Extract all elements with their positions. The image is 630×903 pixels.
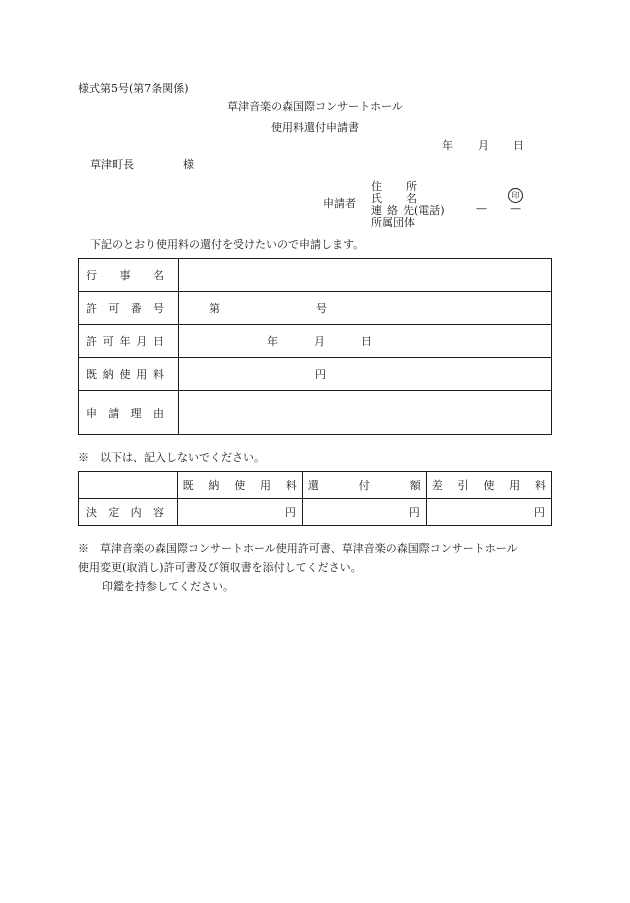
phone-dash-2: — (510, 202, 521, 215)
permit-date-label: 許 可 年 月 日 (79, 325, 179, 358)
note-attachments-line1: ※ 草津音楽の森国際コンサートホール使用許可書、草津音楽の森国際コンサートホール (78, 542, 518, 555)
permit-number-suffix: 号 (316, 302, 327, 315)
paid-fee-field[interactable] (179, 358, 552, 391)
addressee: 草津町長 (90, 158, 134, 171)
application-table (78, 258, 552, 435)
permit-number-field[interactable] (179, 292, 552, 325)
seal-mark: 印 (508, 188, 523, 203)
permit-date-day: 日 (361, 335, 372, 348)
permit-date-month: 月 (314, 335, 325, 348)
paid-fee-yen: 円 (315, 368, 326, 381)
reason-field[interactable] (179, 391, 552, 435)
note-do-not-fill: ※ 以下は、記入しないでください。 (78, 451, 265, 464)
table-row-event-name (79, 259, 552, 292)
office-use-table (78, 471, 552, 526)
event-name-field[interactable] (179, 259, 552, 292)
table-row-permit-date (79, 325, 552, 358)
decision-refund-amount-cell: 円 (302, 499, 426, 526)
table-row-reason (79, 391, 552, 435)
table-row-permit-number (79, 292, 552, 325)
contact-label: 連 絡 先(電話) (371, 204, 445, 217)
reason-label: 申 請 理 由 (79, 391, 179, 435)
header-paid-fee: 既 納 使 用 料 (177, 472, 302, 499)
permit-date-field[interactable] (179, 325, 552, 358)
header-refund-amount: 還 付 額 (302, 472, 426, 499)
addressee-honorific: 様 (183, 158, 194, 171)
title-venue: 草津音楽の森国際コンサートホール (227, 100, 403, 113)
table-row-paid-fee (79, 358, 552, 391)
date-year-label: 年 (442, 139, 453, 152)
permit-number-label: 許 可 番 号 (79, 292, 179, 325)
intro-text: 下記のとおり使用料の還付を受けたいので申請します。 (90, 238, 365, 251)
note-bring-seal: 印鑑を持参してください。 (102, 580, 234, 593)
date-month-label: 月 (478, 139, 489, 152)
decision-paid-fee-cell: 円 (177, 499, 302, 526)
decision-net-fee-cell: 円 (426, 499, 551, 526)
decision-label: 決 定 内 容 (79, 499, 178, 526)
phone-dash-1: — (476, 202, 487, 215)
permit-date-year: 年 (267, 335, 278, 348)
group-label: 所属団体 (371, 216, 415, 229)
office-table-decision-row (79, 499, 552, 526)
form-number: 様式第5号(第7条関係) (78, 82, 189, 95)
title-document: 使用料還付申請書 (271, 121, 359, 134)
address-label: 住 所 (371, 180, 417, 193)
applicant-label: 申請者 (323, 197, 356, 210)
office-table-header-row (79, 472, 552, 499)
note-attachments-line2: 使用変更(取消し)許可書及び領収書を添付してください。 (78, 561, 362, 574)
permit-number-prefix: 第 (209, 302, 220, 315)
office-header-empty (79, 472, 178, 499)
header-net-fee: 差 引 使 用 料 (426, 472, 551, 499)
paid-fee-label: 既 納 使 用 料 (79, 358, 179, 391)
event-name-label: 行 事 名 (79, 259, 179, 292)
date-day-label: 日 (513, 139, 524, 152)
name-label: 氏 名 (371, 192, 417, 205)
